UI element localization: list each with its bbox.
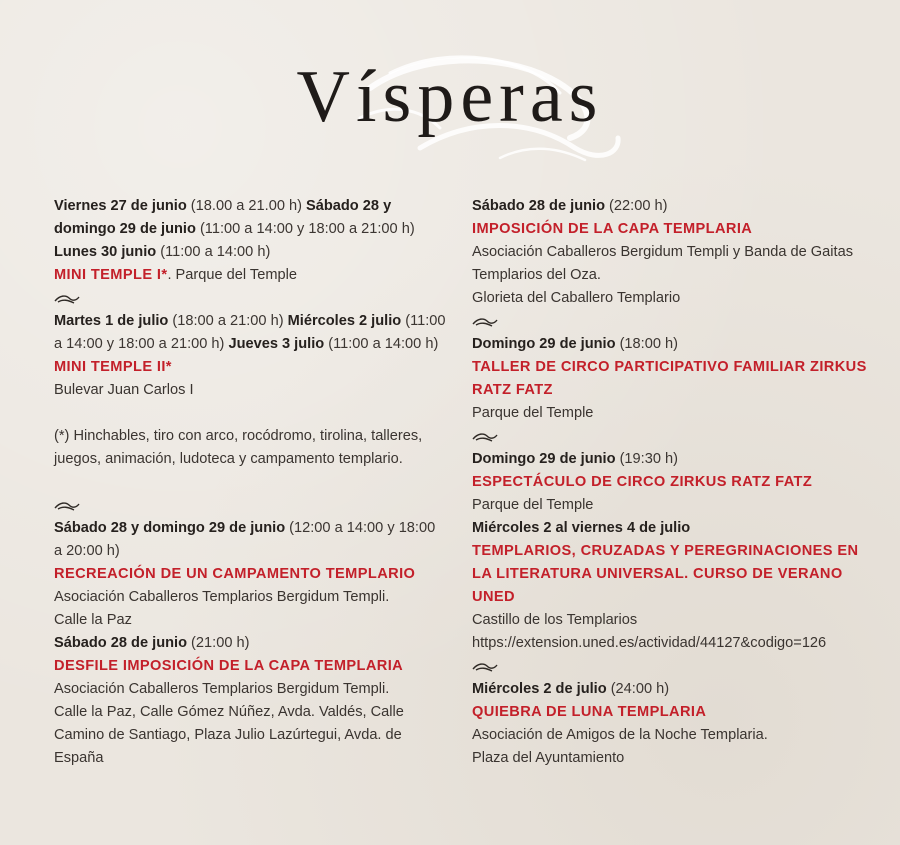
time-label: (11:00 a 14:00 h) [156, 244, 271, 260]
date-label: Sábado 28 y domingo 29 de junio [54, 198, 392, 237]
event-dates [472, 451, 678, 467]
event-place: Plaza del Ayuntamiento [472, 750, 625, 766]
event-url-link[interactable]: https://extension.uned.es/actividad/44127&codigo=126 [472, 635, 827, 651]
date-label: Viernes 27 de junio [54, 198, 187, 214]
event-quiebra-luna [472, 678, 872, 770]
scroll-ornament-icon [472, 431, 498, 442]
event-organizer: Asociación Caballeros Templarios Bergidum Templi. [54, 589, 390, 605]
event-taller-circo [472, 333, 872, 425]
event-campamento [54, 517, 446, 632]
event-organizer: Asociación Caballeros Bergidum Templi y Banda de Gaitas Templarios del Oza. [472, 244, 853, 283]
right-column [472, 195, 872, 770]
event-title: MINI TEMPLE I* [54, 267, 168, 283]
date-label: Domingo 29 de junio [472, 451, 616, 467]
left-column [54, 195, 446, 770]
scroll-ornament-icon [472, 661, 498, 672]
header [0, 40, 900, 170]
time-label: (18:00 h) [615, 336, 678, 352]
event-imposicion [472, 195, 872, 310]
event-dates [54, 198, 415, 260]
event-dates [472, 681, 669, 697]
event-mini-temple-2 [54, 310, 446, 402]
divider [472, 310, 872, 333]
time-label: (11:00 a 14:00 h) [324, 336, 439, 352]
time-label: (21:00 h) [187, 635, 250, 651]
time-label: (19:30 h) [615, 451, 678, 467]
event-dates [472, 198, 667, 214]
event-title: MINI TEMPLE II* [54, 359, 172, 375]
event-espectaculo-circo [472, 448, 872, 517]
event-place: Parque del Temple [472, 405, 594, 421]
divider [54, 494, 446, 517]
event-organizer: Asociación Caballeros Templarios Bergidum Templi. [54, 681, 390, 697]
event-title: QUIEBRA DE LUNA TEMPLARIA [472, 704, 707, 720]
event-place: Castillo de los Templarios [472, 612, 638, 628]
page-title: Vísperas [296, 56, 604, 138]
date-label: Miércoles 2 de julio [472, 681, 607, 697]
event-desfile [54, 632, 446, 770]
time-label: (11:00 a 14:00 y 18:00 a 21:00 h) [54, 313, 446, 352]
divider [54, 287, 446, 310]
event-place: Calle la Paz, Calle Gómez Núñez, Avda. Valdés, Calle Camino de Santiago, Plaza Julio Lazúrtegui, Avda. de España [54, 704, 404, 766]
event-organizer: Asociación de Amigos de la Noche Templaria. [472, 727, 768, 743]
divider [472, 425, 872, 448]
date-label: Martes 1 de julio [54, 313, 169, 329]
date-label: Miércoles 2 julio [287, 313, 402, 329]
event-dates [54, 313, 446, 352]
time-label: (18:00 a 21:00 h) [168, 313, 288, 329]
event-place: Calle la Paz [54, 612, 132, 628]
date-label: Domingo 29 de junio [472, 336, 616, 352]
event-title: TEMPLARIOS, CRUZADAS Y PEREGRINACIONES EN LA LITERATURA UNIVERSAL. CURSO DE VERANO UNED [472, 543, 859, 605]
event-title: DESFILE IMPOSICIÓN DE LA CAPA TEMPLARIA [54, 658, 404, 674]
scroll-ornament-icon [54, 293, 80, 304]
date-label: Miércoles 2 al viernes 4 de julio [472, 520, 691, 536]
date-label: Sábado 28 de junio [472, 198, 605, 214]
time-label: (12:00 a 14:00 y 18:00 a 20:00 h) [54, 520, 436, 559]
event-curso-verano [472, 517, 872, 655]
event-place: Bulevar Juan Carlos I [54, 382, 194, 398]
footnote: (*) Hinchables, tiro con arco, rocódromo, tirolina, talleres, juegos, animación, ludoteca y campamento templario. [54, 428, 423, 467]
time-label: (22:00 h) [605, 198, 668, 214]
scroll-ornament-icon [472, 316, 498, 327]
event-dates [54, 635, 249, 651]
scroll-ornament-icon [54, 500, 80, 511]
event-title: TALLER DE CIRCO PARTICIPATIVO FAMILIAR ZIRKUS RATZ FATZ [472, 359, 867, 398]
date-label: Sábado 28 y domingo 29 de junio [54, 520, 286, 536]
date-label: Jueves 3 julio [228, 336, 325, 352]
event-dates [472, 336, 678, 352]
time-label: (18.00 a 21.00 h) [186, 198, 307, 214]
date-label: Sábado 28 de junio [54, 635, 187, 651]
event-dates [472, 520, 690, 536]
time-label: (11:00 a 14:00 y 18:00 a 21:00 h) [195, 221, 415, 237]
event-title: RECREACIÓN DE UN CAMPAMENTO TEMPLARIO [54, 566, 416, 582]
event-place: Glorieta del Caballero Templario [472, 290, 681, 306]
time-label: (24:00 h) [606, 681, 670, 697]
event-title: IMPOSICIÓN DE LA CAPA TEMPLARIA [472, 221, 753, 237]
event-title: ESPECTÁCULO DE CIRCO ZIRKUS RATZ FATZ [472, 474, 813, 490]
event-place: . Parque del Temple [167, 267, 297, 283]
event-dates [54, 520, 435, 559]
date-label: Lunes 30 junio [54, 244, 157, 260]
divider [472, 655, 872, 678]
event-place: Parque del Temple [472, 497, 594, 513]
event-mini-temple-1 [54, 195, 446, 287]
